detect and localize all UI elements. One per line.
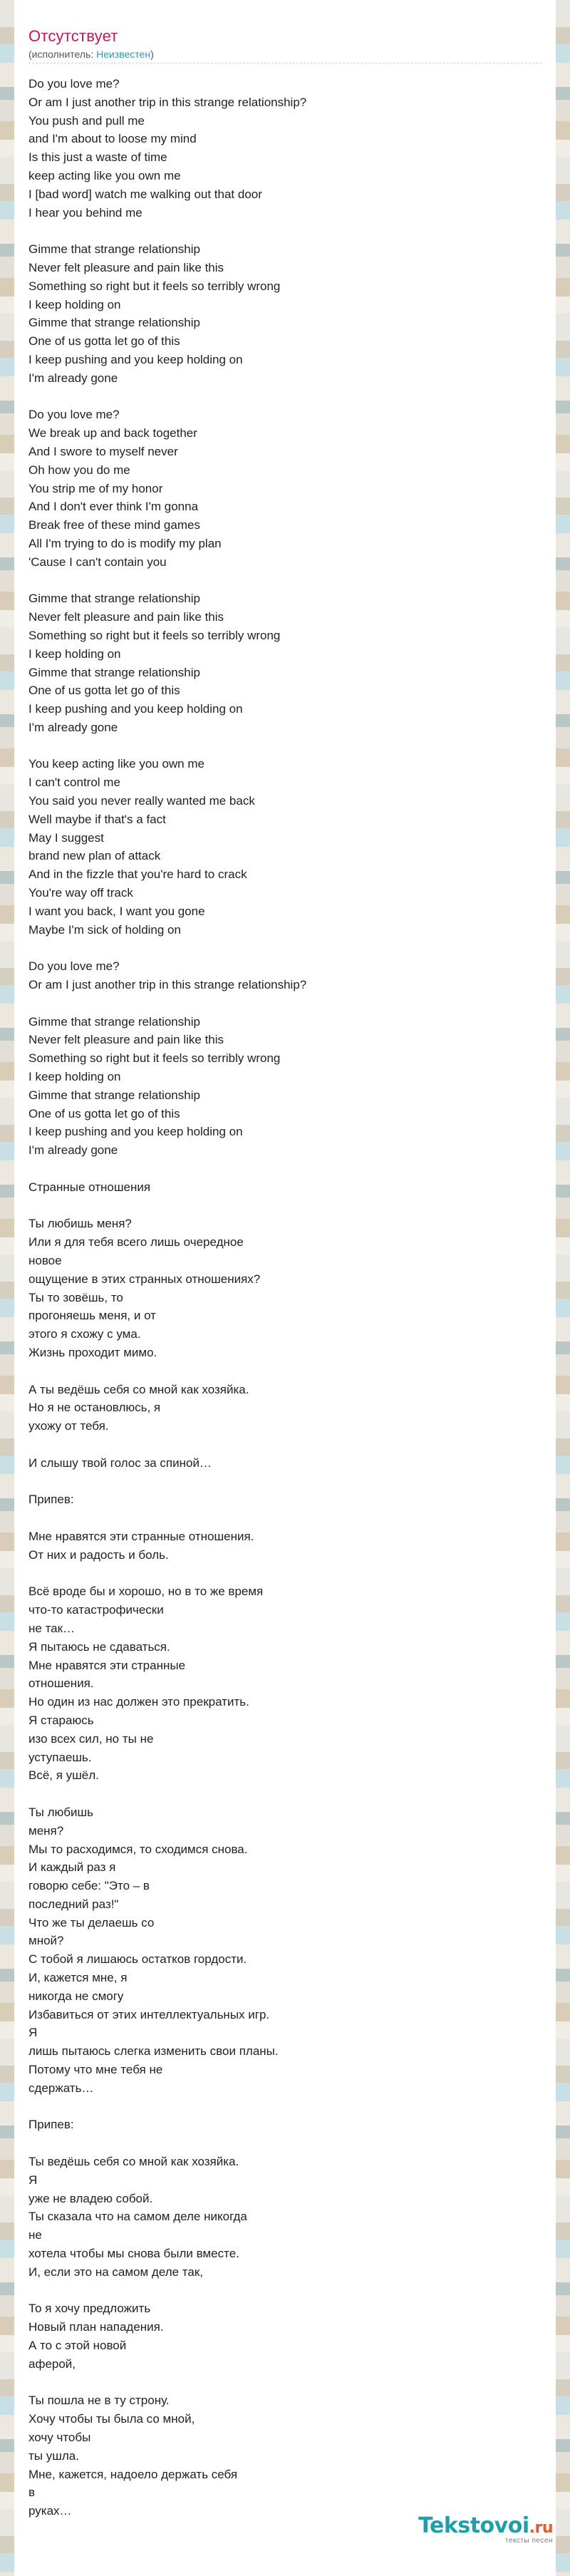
artist-prefix: (исполнитель:: [28, 48, 97, 60]
logo-wordmark: [418, 2513, 553, 2538]
song-header: [14, 0, 556, 63]
logo-tagline: тексты песен: [504, 2537, 553, 2545]
logo-tld: .ru: [529, 2519, 553, 2537]
site-logo[interactable]: [418, 2513, 553, 2545]
artist-suffix: ): [150, 48, 154, 60]
lyrics-panel: [14, 0, 556, 2576]
artist-link[interactable]: Неизвестен: [96, 48, 151, 60]
lyrics-text: Do you love me? Or am I just another trip in this strange relationship? You push and pull me and I'm about to loose my mind Is this just a waste of time keep acting like you own me I [bad word] watch me walking out that door I hear you behind me Gimme that strange relationship Never felt pleasure and pain like this Something so right but it feels so terribly wrong I keep holding on Gimme that strange relationship One of us gotta let go of this I keep pushing and you keep holding on I'm already gone Do you love me? We break up and back together And I swore to myself never Oh how you do me You strip me of my honor And I don't ever think I'm gonna Break free of these mind games All I'm trying to do is modify my plan 'Cause I can't contain you Gimme that strange relationship Never felt pleasure and pain like this Something so right but it feels so terribly wrong I keep holding on Gimme that strange relationship One of us gotta let go of this I keep pushing and you keep holding on I'm already gone You keep acting like you own me I can't control me You said you never really wanted me back Well maybe if that's a fact May I suggest brand new plan of attack And in the fizzle that you're hard to crack You're way off track I want you back, I want you gone Maybe I'm sick of holding on Do you love me? Or am I just another trip in this strange relationship? Gimme that strange relationship Never felt pleasure and pain like this Something so right but it feels so terribly wrong I keep holding on Gimme that strange relationship One of us gotta let go of this I keep pushing and you keep holding on I'm already gone Странные отношения Ты любишь меня? Или я для тебя всего лишь очередное новое ощущение в этих странных отношениях? Ты то зовёшь, то прогоняешь меня, и от этого я схожу с ума. Жизнь проходит мимо. А ты ведёшь себя со мной как хозяйка. Но я не остановлюсь, я ухожу от тебя. И слышу твой голос за спиной… Припев: Мне нравятся эти странные отношения. От них и радость и боль. Всё вроде бы и хорошо, но в то же время что-то катастрофически не так… Я пытаюсь не сдаваться. Мне нравятся эти странные отношения. Но один из нас должен это прекратить. Я стараюсь изо всех сил, но ты не уступаешь. Всё, я ушёл. Ты любишь меня? Мы то расходимся, то сходимся снова. И каждый раз я говорю себе: "Это – в последний раз!" Что же ты делаешь со мной? С тобой я лишаюсь остатков гордости. И, кажется мне, я никогда не смогу Избавиться от этих интеллектуальных игр. Я лишь пытаюсь слегка изменить свои планы. Потому что мне тебя не сдержать… Припев: Ты ведёшь себя со мной как хозяйка. Я уже не владею собой. Ты сказала что на самом деле никогда не хотела чтобы мы снова были вместе. И, если это на самом деле так, То я хочу предложить Новый план нападения. А то с этой новой аферой, Ты пошла не в ту строну. Хочу чтобы ты была со мной, хочу чтобы ты ушла. Мне, кажется, надоело держать себя в руках…: [28, 77, 307, 2518]
artist-line: [28, 48, 542, 63]
logo-name: Tekstovoi: [418, 2513, 529, 2538]
song-title: Отсутствует: [28, 27, 118, 45]
